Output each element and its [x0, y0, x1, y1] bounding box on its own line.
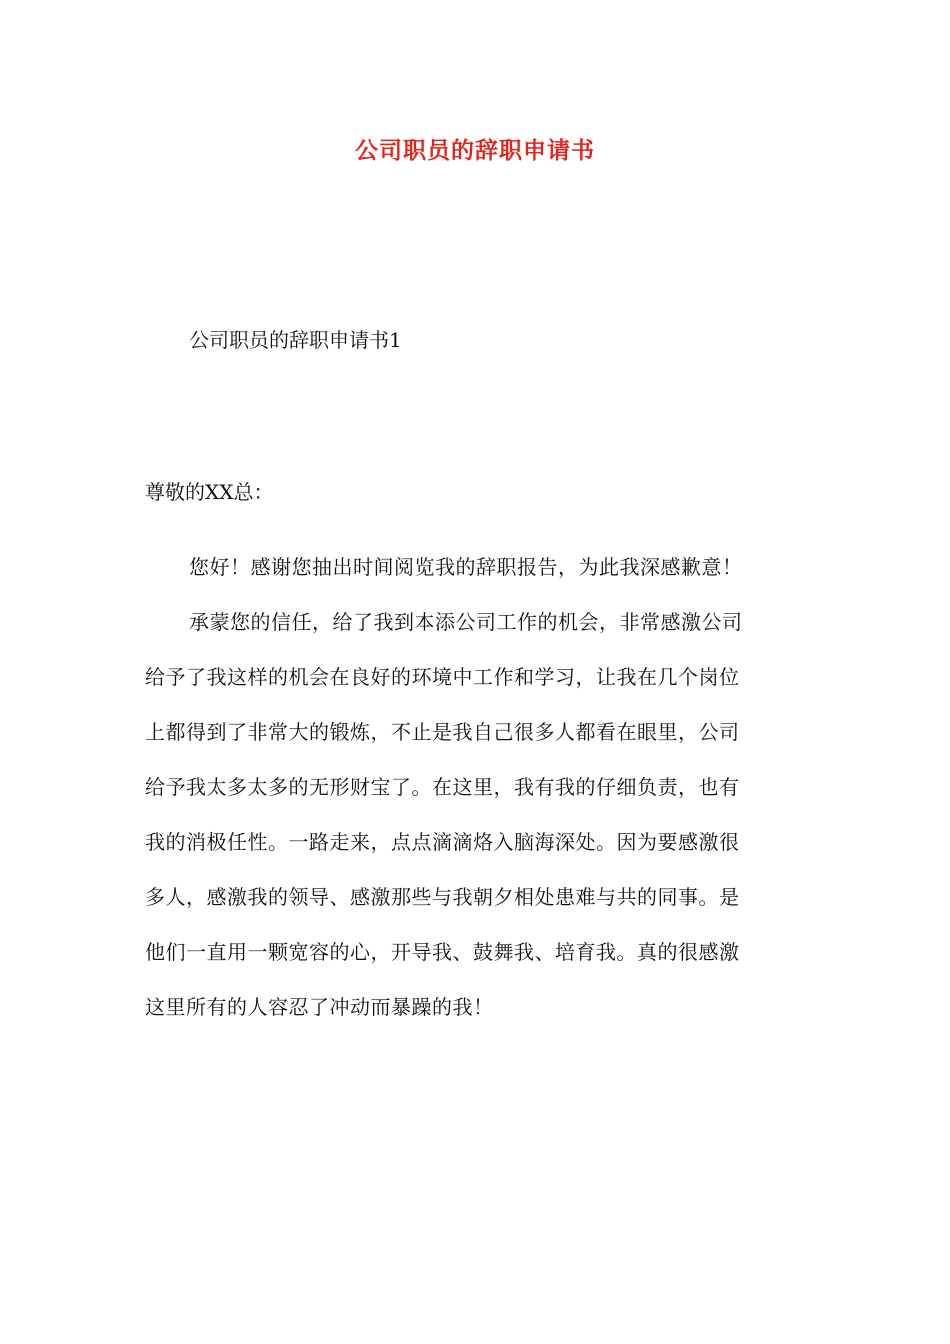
paragraph-line: 他们一直用一颗宽容的心，开导我、鼓舞我、培育我。真的很感激: [145, 940, 740, 964]
paragraph-line: 上都得到了非常大的锻炼，不止是我自己很多人都看在眼里，公司: [145, 720, 740, 744]
paragraph-line: 您好！感谢您抽出时间阅览我的辞职报告，为此我深感歉意！: [189, 555, 743, 579]
salutation: 尊敬的XX总：: [145, 480, 274, 504]
paragraph-line: 承蒙您的信任，给了我到本添公司工作的机会，非常感激公司: [189, 610, 743, 634]
paragraph-line: 多人，感激我的领导、感激那些与我朝夕相处患难与共的同事。是: [145, 885, 740, 909]
letter-body: [145, 540, 807, 1035]
paragraph-line: 给予了我这样的机会在良好的环境中工作和学习，让我在几个岗位: [145, 665, 740, 689]
document-title: 公司职员的辞职申请书: [355, 138, 595, 164]
paragraph-line: 这里所有的人容忍了冲动而暴躁的我！: [145, 995, 494, 1019]
paragraph-line: 给予我太多太多的无形财宝了。在这里，我有我的仔细负责，也有: [145, 775, 740, 799]
letter-heading: 公司职员的辞职申请书1: [189, 328, 402, 352]
paragraph-line: 我的消极任性。一路走来，点点滴滴烙入脑海深处。因为要感激很: [145, 830, 740, 854]
